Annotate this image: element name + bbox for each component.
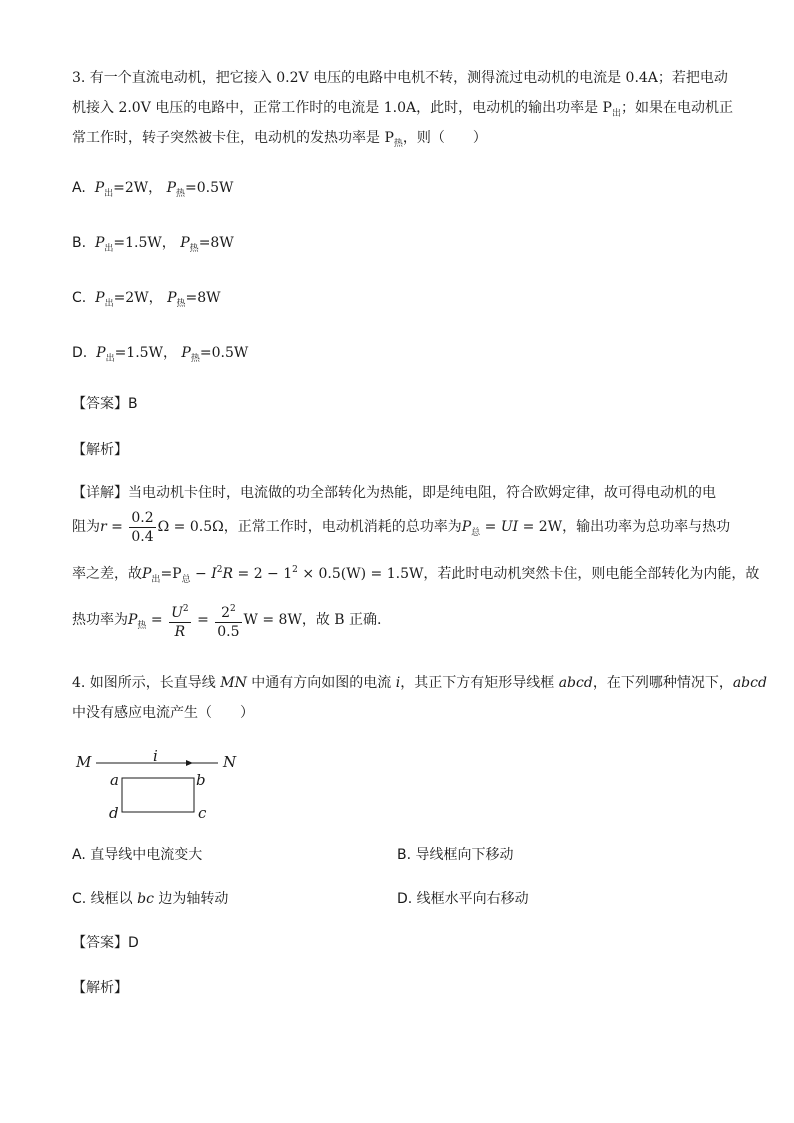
power-symbol: P	[94, 235, 105, 251]
total-power-value: = 2W	[518, 519, 563, 535]
detail-text: 阻为	[72, 519, 100, 535]
answer-tag: 【答案】	[72, 396, 128, 412]
label-b: b	[196, 771, 206, 789]
exponent: 2	[229, 603, 236, 614]
option-out-value: =1.5W，	[114, 345, 177, 361]
subscript-total: 总	[181, 575, 191, 585]
equals-sign: =	[146, 612, 168, 628]
option-out-value: =2W，	[113, 180, 163, 196]
subscript-heat: 热	[137, 621, 147, 631]
q3-detail-line-4	[72, 598, 382, 648]
heat-power-result: W = 8W	[243, 612, 302, 628]
subscript-heat: 热	[189, 244, 199, 254]
formula-part: =P	[160, 566, 182, 582]
fraction-numerator	[169, 600, 191, 623]
answer-value: D	[128, 935, 139, 951]
option-heat-value: =0.5W	[199, 345, 249, 361]
q3-detail-line-3	[72, 560, 759, 590]
q4-option-d: D. 线框水平向右移动	[397, 891, 529, 907]
exponent: 2	[182, 603, 189, 614]
q3-detail-line-2	[72, 508, 730, 552]
frame-label: abcd	[732, 675, 767, 691]
q3-option-b	[72, 233, 234, 259]
fraction-numerator: 0.2	[131, 509, 154, 526]
q4-text: ，在下列哪种情况下，	[592, 675, 733, 691]
q4-figure	[72, 745, 252, 825]
option-label: B.	[72, 235, 87, 251]
power-symbol: P	[96, 345, 106, 361]
label-c: c	[198, 804, 207, 822]
minus-sign: −	[190, 566, 212, 582]
detail-text: 率之差，故	[72, 566, 142, 582]
q4-option-b: B. 导线框向下移动	[397, 847, 514, 863]
q3-stem-line-2	[72, 98, 733, 124]
subscript-heat: 热	[176, 299, 186, 309]
q4-stem-line-2: 中没有感应电流产生（ ）	[72, 705, 254, 721]
rectangular-frame-abcd	[122, 778, 194, 812]
fraction-numeric	[215, 600, 241, 641]
power-symbol: P	[128, 612, 138, 628]
q4-option-c	[72, 889, 228, 909]
subscript-heat: 热	[393, 139, 403, 149]
formula-part: × 0.5(W) = 1.5W	[297, 566, 424, 582]
power-symbol: P	[167, 290, 177, 306]
label-d: d	[109, 804, 119, 822]
fraction-u2-over-r	[169, 600, 191, 641]
power-symbol: P	[461, 519, 472, 535]
fraction-numerator	[215, 600, 241, 623]
option-label: D.	[72, 345, 88, 361]
q3-stem-line-2-text: 机接入 2.0V 电压的电路中，正常工作时的电流是 1.0A，此时，电动机的输出功率是 P	[72, 100, 612, 116]
detail-text: ，故 B 正确.	[301, 612, 382, 628]
q4-text: ，其正下方有矩形导线框	[400, 675, 559, 691]
q3-stem-line-3-tail: ，则（ ）	[402, 130, 487, 146]
ui-symbol: UI	[500, 519, 519, 535]
q3-detail-line-1	[72, 483, 716, 503]
option-out-value: =2W，	[113, 290, 163, 306]
power-symbol: P	[95, 290, 105, 306]
q3-option-c	[72, 288, 221, 314]
resistance-result: Ω = 0.5Ω	[157, 519, 224, 535]
q4-answer	[72, 933, 139, 953]
q3-option-a	[72, 178, 233, 204]
power-symbol: P	[180, 235, 190, 251]
label-n: N	[223, 753, 237, 771]
q3-option-d	[72, 343, 248, 369]
subscript-heat: 热	[176, 189, 186, 199]
label-i: i	[153, 747, 158, 765]
voltage-symbol: U	[171, 604, 183, 621]
current-symbol: I	[211, 566, 217, 582]
answer-value: B	[128, 396, 138, 412]
option-text: 边为轴转动	[153, 891, 229, 907]
exponent: 2	[216, 565, 223, 575]
option-heat-value: =8W	[185, 290, 221, 306]
power-symbol: P	[142, 566, 152, 582]
option-out-value: =1.5W，	[113, 235, 176, 251]
equals-sign: =	[106, 519, 128, 535]
fraction-denominator: 0.4	[131, 528, 154, 545]
power-symbol: P	[94, 180, 105, 196]
subscript-out: 出	[611, 109, 621, 119]
detail-tag: 【详解】	[72, 485, 128, 501]
equals-sign: =	[192, 612, 214, 628]
detail-text: ，输出功率为总功率与热功	[562, 519, 731, 535]
power-symbol: P	[181, 345, 191, 361]
fraction-denominator: 0.5	[217, 623, 240, 640]
subscript-out: 出	[105, 354, 115, 364]
subscript-out: 出	[104, 299, 114, 309]
resistance-symbol: r	[100, 519, 107, 535]
subscript-out: 出	[104, 189, 114, 199]
q4-option-a: A. 直导线中电流变大	[72, 847, 203, 863]
option-heat-value: =0.5W	[185, 180, 234, 196]
exponent: 2	[292, 565, 298, 575]
option-text: C. 线框以	[72, 891, 138, 907]
q3-answer	[72, 394, 138, 414]
q3-stem-line-2-tail: ；如果在电动机正	[620, 100, 733, 116]
label-a: a	[110, 771, 119, 789]
detail-text: ，正常工作时，电动机消耗的总功率为	[223, 519, 462, 535]
q3-stem-line-3-text: 常工作时，转子突然被卡住，电动机的发热功率是 P	[72, 130, 394, 146]
q4-text: 4. 如图所示，长直导线	[72, 675, 221, 691]
base-number: 2	[221, 604, 230, 621]
detail-text: 当电动机卡住时，电流做的功全部转化为热能，即是纯电阻，符合欧姆定律，故可得电动机的电	[128, 485, 716, 501]
equals-sign: =	[480, 519, 501, 535]
subscript-out: 出	[151, 575, 161, 585]
current-symbol: i	[395, 675, 401, 691]
q3-stem-line-1: 3. 有一个直流电动机，把它接入 0.2V 电压的电路中电机不转，测得流过电动机的电流是 0.4A；若把电动	[72, 70, 728, 86]
fraction-resistance	[129, 509, 155, 546]
frame-label: abcd	[558, 675, 593, 691]
q3-stem-line-3	[72, 128, 487, 154]
subscript-out: 出	[104, 244, 114, 254]
q4-text: 中通有方向如图的电流	[246, 675, 396, 691]
subscript-total: 总	[471, 528, 481, 538]
q4-analysis-heading: 【解析】	[72, 980, 128, 996]
q3-analysis-heading: 【解析】	[72, 442, 128, 458]
option-heat-value: =8W	[198, 235, 234, 251]
fraction-denominator: R	[174, 623, 186, 640]
subscript-heat: 热	[190, 354, 200, 364]
resistance-symbol: R	[222, 566, 234, 582]
edge-label: bc	[137, 891, 154, 907]
current-arrow-icon	[186, 760, 193, 766]
option-label: C.	[72, 290, 87, 306]
label-m: M	[76, 753, 92, 771]
q4-stem-line-1	[72, 673, 767, 693]
formula-part: = 2 − 1	[233, 566, 293, 582]
option-label: A.	[72, 180, 86, 196]
answer-tag: 【答案】	[72, 935, 128, 951]
wire-label: MN	[220, 675, 247, 691]
detail-text: 热功率为	[72, 612, 128, 628]
detail-text: ，若此时电动机突然卡住，则电能全部转化为内能，故	[423, 566, 760, 582]
power-symbol: P	[166, 180, 177, 196]
